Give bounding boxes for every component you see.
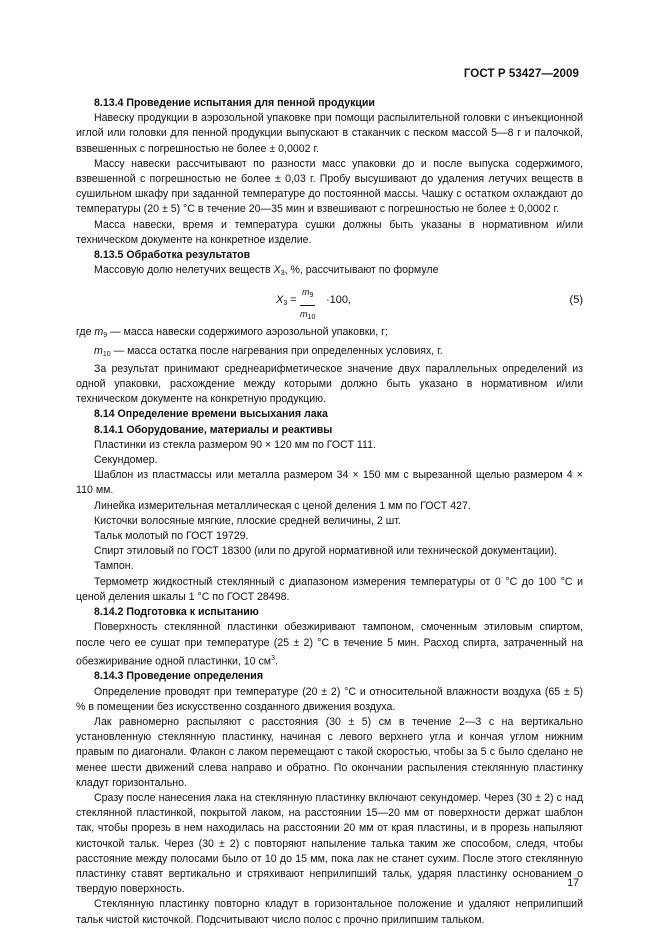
section-8-14-title: 8.14 Определение времени высыхания лака	[94, 408, 328, 421]
formula-number: (5)	[569, 294, 583, 307]
list-item: Спирт этиловый по ГОСТ 18300 (или по другой нормативной или технической документации).	[94, 545, 557, 558]
paragraph: Сразу после нанесения лака на стеклянную пластинку включают секундомер. Через (30 ± 2) с над стеклянной пластинкой, покрытой лаком, на расстоянии 15—20 мм от поверхности держат шаблон так, чтобы прорезь в нем находилась на расстоянии 20 мм от края пластины, и в прорезь напыляют кисточкой тальк. Через (30 ± 2) с повторяют напыление талька таким же способом, следя, чтобы расстояние между полосами было от 10 до 15 мм, пока лак не станет сухим. После этого стеклянную пластинку ставят вертикально и стряхивают неприлипший тальк, ударяя пластинку основанием о твердую поверхность.	[76, 792, 583, 896]
paragraph: Определение проводят при температуре (20 ± 2) °С и относительной влажности воздуха (65 ± 5) % в помещении без искусственно созданного движения воздуха.	[76, 685, 583, 713]
paragraph: Масса навески, время и температура сушки должны быть указаны в нормативном и/или техническом документе на конкретное изделие.	[76, 218, 583, 246]
section-8-14-2-title: 8.14.2 Подготовка к испытанию	[94, 606, 259, 619]
paragraph: Стеклянную пластинку повторно кладут в горизонтальное положение и удаляют неприлипший тальк чистой кисточкой. Подсчитывают число полос с прочно прилипшим тальком.	[76, 898, 583, 926]
section-8-14-3-title: 8.14.3 Проведение определения	[94, 670, 264, 683]
paragraph: За результат принимают среднеарифметическое значение двух параллельных определений из одной упаковки, расхождение между которыми должно быть указано в нормативном и/или техническом документе на конкретную продукцию.	[76, 362, 583, 406]
paragraph: Массу навески рассчитывают по разности масс упаковки до и после выпуска содержимого, взвешенной с погрешностью не более ± 0,03 г. Пробу высушивают до удаления летучих веществ в сушильном шкафу при заданной температуре до постоянной массы. Чашку с остатком охлаждают до температуры (20 ± 5) °С в течение 20—35 мин и взвешивают с погрешностью не более ± 0,0002 г.	[76, 157, 583, 216]
paragraph: Лак равномерно распыляют с расстояния (30 ± 5) см в течение 2—3 с на вертикально установленную стеклянную пластинку, начиная с левого верхнего угла и кончая углом нижним правым по диагонали. Флакон с лаком перемещают с такой скоростью, чтобы за 5 с было сделано не менее шести движений слева направо и обратно. По окончании распыления стеклянную пластинку кладут горизонтально.	[76, 716, 583, 789]
list-item: Тампон.	[94, 560, 134, 573]
list-item: Пластинки из стекла размером 90 × 120 мм по ГОСТ 111.	[94, 438, 376, 451]
section-8-13-4-title: 8.13.4 Проведение испытания для пенной продукции	[94, 97, 375, 109]
paragraph: Массовую долю нелетучих веществ $X_3$, %, рассчитывают по формуле	[94, 264, 439, 278]
list-item: Секундомер.	[94, 454, 158, 467]
paragraph: Поверхность стеклянной пластинки обезжиривают тампоном, смоченным этиловым спиртом, после чего ее сушат при температуре (25 ± 2) °С в течение 5 мин. Расход спирта, затраченный на обезжиривание одной пластинки, 10 $см^3$.	[76, 621, 583, 668]
section-8-14-1-title: 8.14.1 Оборудование, материалы и реактивы	[94, 423, 333, 436]
formula-lhs: $X_3$ =	[276, 294, 297, 308]
page-number: 17	[567, 877, 579, 889]
formula-legend-m9: где $m_9$ — масса навески содержимого аэрозольной упаковки, г;	[76, 326, 388, 340]
section-8-13-5-title: 8.13.5 Обработка результатов	[94, 249, 251, 262]
list-item: Термометр жидкостный стеклянный с диапазоном измерения температуры от 0 °С до 100 °С и ценой деления шкалы 1 °С по ГОСТ 28498.	[76, 575, 583, 603]
list-item: Линейка измерительная металлическая с ценой деления 1 мм по ГОСТ 427.	[94, 499, 471, 512]
paragraph: Навеску продукции в аэрозольной упаковке при помощи распылительной головки с инъекционной иглой или головки для пенной продукции выпускают в стаканчик с песком массой 5—8 г и палочкой, взвешенных с погрешностью не более ± 0,0002 г.	[76, 112, 583, 155]
formula-fraction	[300, 285, 315, 324]
list-item: Тальк молотый по ГОСТ 19729.	[94, 530, 249, 543]
document-body	[76, 96, 583, 928]
fraction-numerator: $m_9$	[300, 285, 315, 305]
standard-header: ГОСТ Р 53427—2009	[463, 68, 579, 80]
formula-legend-m10: $m_{10}$ — масса остатка после нагревания при определенных условиях, г.	[94, 344, 443, 358]
list-item: Шаблон из пластмассы или металла размером 34 × 150 мм с вырезанной щелью размером 4 × 110 мм.	[76, 469, 583, 497]
formula-5	[76, 285, 583, 323]
fraction-denominator: $m_{10}$	[300, 308, 316, 321]
list-item: Кисточки волосяные мягкие, плоские средней величины, 2 шт.	[94, 514, 401, 527]
formula-multiplier: ·100,	[326, 294, 352, 307]
